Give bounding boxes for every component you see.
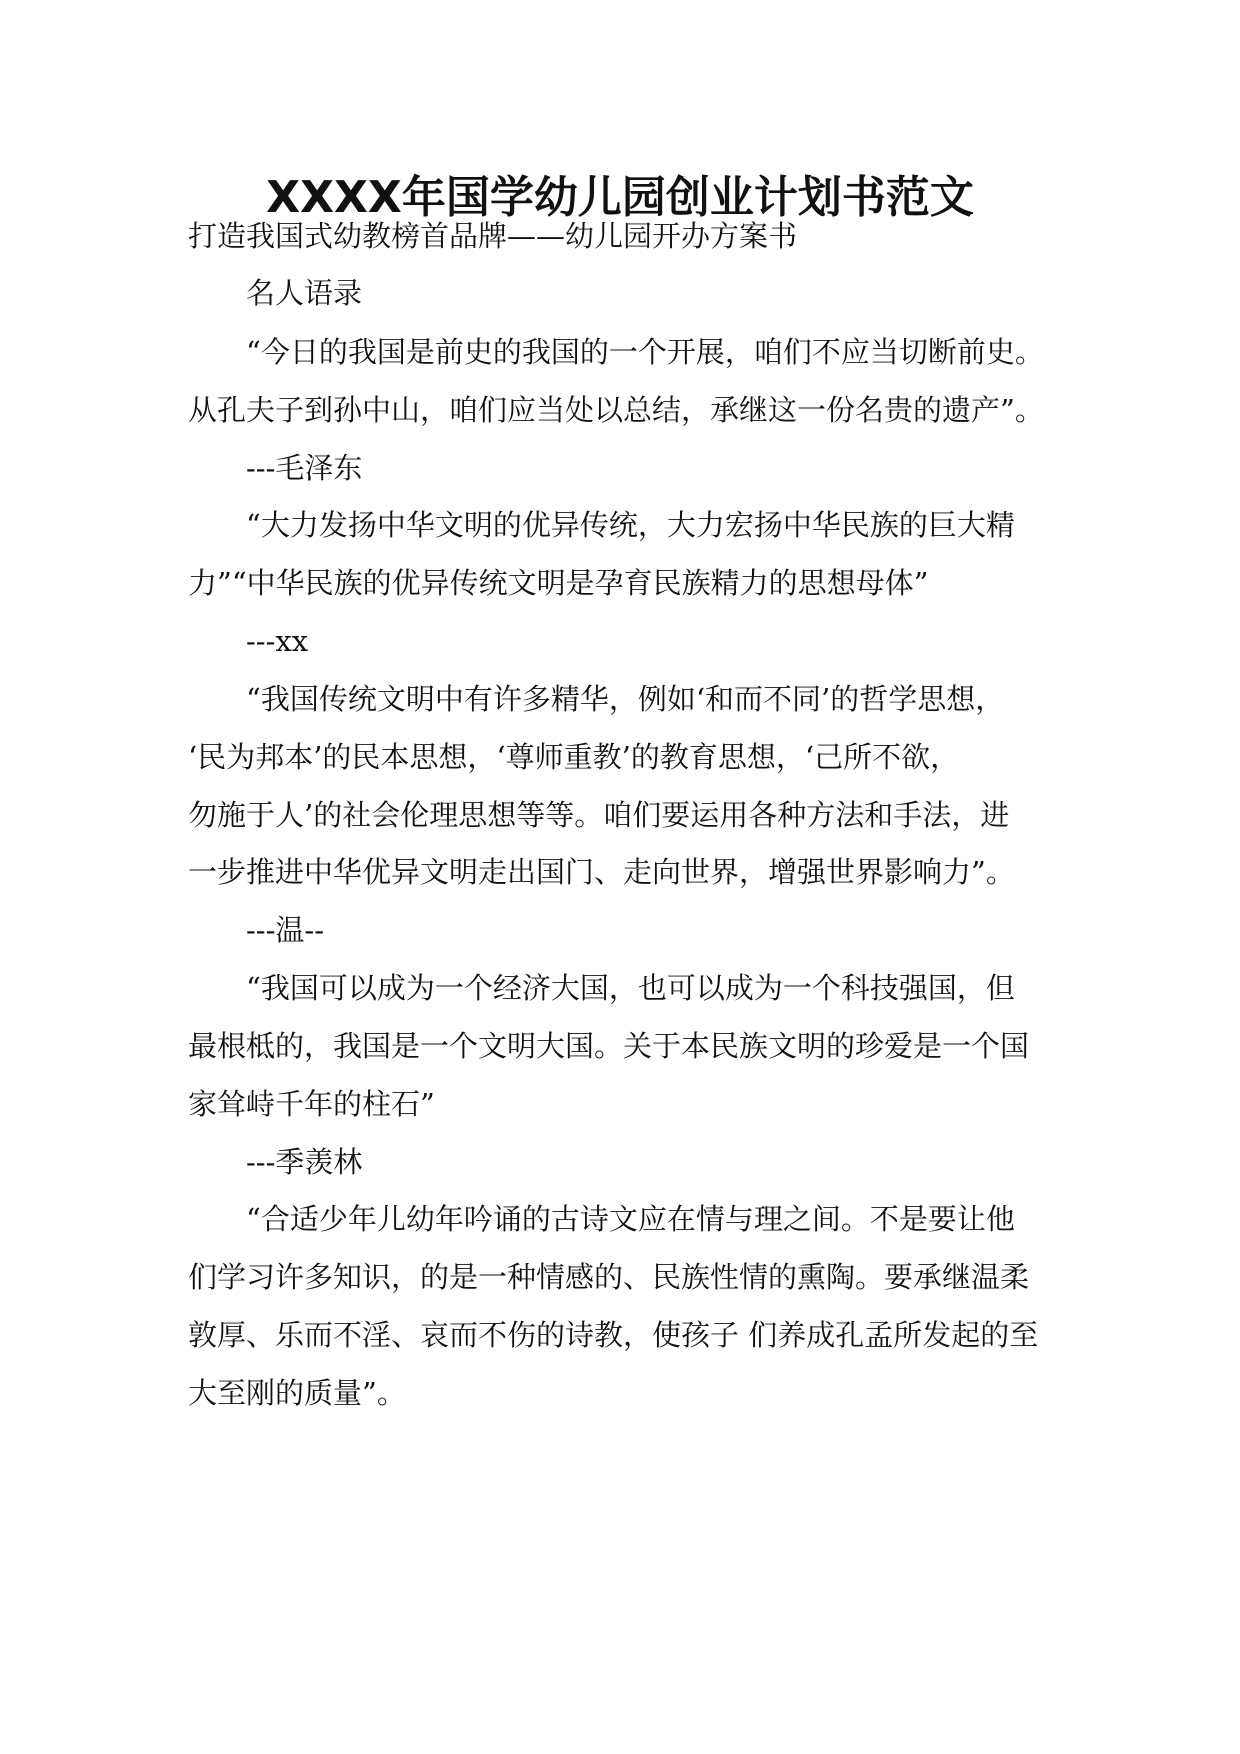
quote-2-line-2: 力”“中华民族的优异传统文明是孕育民族精力的思想母体” <box>188 566 929 600</box>
quote-1-author: ---毛泽东 <box>246 451 363 485</box>
section-heading: 名人语录 <box>246 276 363 310</box>
quote-3-line-3: 勿施于人’的社会伦理思想等等。咱们要运用各种方法和手法，进 <box>188 798 1010 832</box>
quote-1-line-1: “今日的我国是前史的我国的一个开展，咱们不应当切断前史。 <box>246 335 1044 369</box>
quote-4-line-2: 最根柢的，我国是一个文明大国。关于本民族文明的珍爱是一个国 <box>188 1029 1030 1063</box>
quote-5-line-1: “合适少年儿幼年吟诵的古诗文应在情与理之间。不是要让他 <box>246 1202 1015 1236</box>
quote-5-line-4: 大至刚的质量”。 <box>188 1376 406 1410</box>
quote-4-line-1: “我国可以成为一个经济大国，也可以成为一个科技强国，但 <box>246 971 1015 1005</box>
quote-3-line-4: 一步推进中华优异文明走出国门、走向世界，增强世界影响力”。 <box>188 855 1015 889</box>
quote-4-line-3: 家耸峙千年的柱石” <box>188 1087 435 1121</box>
quote-1-line-2: 从孔夫子到孙中山，咱们应当处以总结，承继这一份名贵的遗产”。 <box>188 393 1044 427</box>
quote-2-author: ---xx <box>246 624 309 658</box>
quote-5-line-2: 们学习许多知识，的是一种情感的、民族性情的熏陶。要承继温柔 <box>188 1260 1030 1294</box>
quote-5-line-3: 敦厚、乐而不淫、哀而不伤的诗教，使孩子 们养成孔孟所发起的至 <box>188 1318 1039 1352</box>
quote-3-line-1: “我国传统文明中有许多精华，例如‘和而不同’的哲学思想， <box>246 682 1005 716</box>
quote-4-author: ---季羡林 <box>246 1145 363 1179</box>
quote-3-author: ---温-- <box>246 913 324 947</box>
document-title: XXXX年国学幼儿园创业计划书范文 <box>266 172 974 223</box>
quote-2-line-1: “大力发扬中华文明的优异传统，大力宏扬中华民族的巨大精 <box>246 508 1015 542</box>
quote-3-line-2: ‘民为邦本’的民本思想，‘尊师重教’的教育思想，‘己所不欲， <box>188 740 960 774</box>
document-subtitle: 打造我国式幼教榜首品牌——幼儿园开办方案书 <box>188 219 798 253</box>
